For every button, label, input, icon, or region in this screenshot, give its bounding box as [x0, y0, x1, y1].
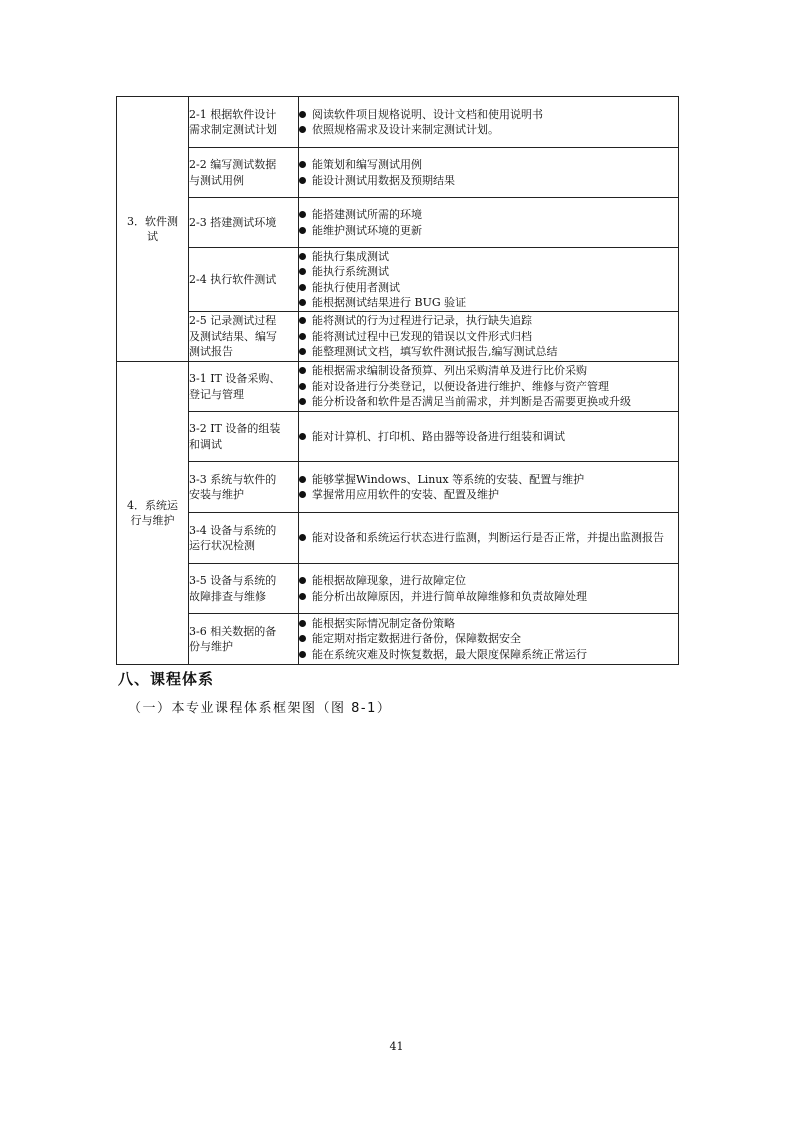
task-cell [189, 248, 299, 312]
requirement-text: 能根据实际情况制定备份策略 [312, 616, 455, 630]
requirement-text: 依照规格需求及设计来制定测试计划。 [312, 123, 499, 136]
requirement-item [299, 223, 678, 239]
bullet-icon [299, 211, 306, 218]
requirement-text: 能根据故障现象，进行故障定位 [312, 574, 466, 587]
table-row [117, 564, 679, 614]
task-label-line: 2-2 编写测试数据 [189, 158, 277, 171]
task-cell [189, 148, 299, 198]
requirement-text: 能将测试的行为过程进行记录，执行缺失追踪 [312, 314, 532, 328]
requirements-cell [299, 412, 679, 462]
requirement-item [299, 394, 678, 410]
requirements-cell [299, 198, 679, 248]
task-label-line: 故障排查与维修 [189, 589, 266, 603]
task-cell [189, 412, 299, 462]
requirement-item [299, 379, 678, 395]
task-cell [189, 564, 299, 614]
table-row [117, 248, 679, 312]
bullet-icon [299, 476, 306, 483]
task-cell [189, 513, 299, 564]
task-label-line: 登记与管理 [189, 387, 244, 401]
bullet-icon [299, 333, 306, 340]
bullet-icon [299, 383, 306, 390]
bullet-icon [299, 433, 306, 440]
area-label-line: 3．软件测 [127, 214, 178, 228]
task-label-line: 测试报告 [189, 345, 233, 359]
requirements-cell [299, 248, 679, 312]
requirement-item [299, 616, 678, 632]
task-label-line: 需求制定测试计划 [189, 123, 277, 136]
table-row [117, 513, 679, 564]
bullet-icon [299, 620, 306, 627]
requirement-item [299, 573, 678, 589]
table-row [117, 97, 679, 148]
requirement-item [299, 487, 678, 503]
table-row [117, 362, 679, 412]
task-label-line: 2-5 记录测试过程 [189, 314, 277, 328]
bullet-icon [299, 651, 306, 658]
bullet-icon [299, 126, 306, 133]
task-cell [189, 198, 299, 248]
task-label-line: 3-1 IT 设备采购、 [189, 372, 281, 385]
requirement-text: 能整理测试文档，填写软件测试报告,编写测试总结 [312, 345, 558, 359]
table-row [117, 148, 679, 198]
bullet-icon [299, 398, 306, 405]
requirement-text: 能够掌握Windows、Linux 等系统的安装、配置与维护 [312, 472, 585, 486]
section-heading: 八、课程体系 [118, 670, 215, 688]
requirement-text: 能根据测试结果进行 BUG 验证 [312, 296, 467, 309]
requirement-item [299, 249, 678, 265]
bullet-icon [299, 593, 306, 600]
requirements-cell [299, 564, 679, 614]
task-label-line: 运行状况检测 [189, 539, 255, 552]
requirement-item [299, 157, 678, 173]
requirement-text: 能策划和编写测试用例 [312, 158, 422, 171]
area-label-line: 4．系统运 [127, 498, 178, 512]
requirement-item [299, 122, 678, 138]
requirement-text: 能在系统灾难及时恢复数据，最大限度保障系统正常运行 [312, 647, 587, 661]
requirements-cell [299, 513, 679, 564]
area-cell [117, 362, 189, 665]
requirement-text: 能执行集成测试 [312, 249, 389, 263]
task-label-line: 3-4 设备与系统的 [189, 523, 277, 537]
requirement-item [299, 589, 678, 605]
bullet-icon [299, 299, 306, 306]
requirement-item [299, 631, 678, 647]
requirement-text: 掌握常用应用软件的安装、配置及维护 [312, 488, 499, 501]
page-number: 41 [389, 1040, 404, 1053]
requirement-text: 能对设备进行分类登记，以便设备进行维护、维修与资产管理 [312, 379, 609, 393]
requirements-cell [299, 148, 679, 198]
area-label-line: 行与维护 [130, 514, 175, 527]
table-row [117, 198, 679, 248]
bullet-icon [299, 367, 306, 374]
requirement-text: 能执行使用者测试 [312, 280, 400, 294]
bullet-icon [299, 348, 306, 355]
requirement-item [299, 107, 678, 123]
requirement-item [299, 207, 678, 223]
requirement-text: 能执行系统测试 [312, 265, 389, 278]
bullet-icon [299, 227, 306, 234]
requirement-item [299, 530, 678, 546]
section-subheading: （一）本专业课程体系框架图（图 8-1） [128, 701, 392, 716]
requirement-item [299, 280, 678, 296]
task-cell [189, 312, 299, 362]
bullet-icon [299, 268, 306, 275]
table-row [117, 614, 679, 665]
bullet-icon [299, 577, 306, 584]
table-row [117, 462, 679, 513]
requirement-item [299, 329, 678, 345]
bullet-icon [299, 635, 306, 642]
requirement-item [299, 344, 678, 360]
task-label-line: 3-3 系统与软件的 [189, 472, 277, 486]
bullet-icon [299, 253, 306, 260]
requirement-text: 能设计测试用数据及预期结果 [312, 173, 455, 187]
bullet-icon [299, 111, 306, 118]
requirement-item [299, 647, 678, 663]
requirements-cell [299, 312, 679, 362]
requirement-text: 能对计算机、打印机、路由器等设备进行组装和调试 [312, 429, 565, 443]
requirement-item [299, 313, 678, 329]
task-label-line: 3-5 设备与系统的 [189, 574, 277, 587]
bullet-icon [299, 161, 306, 168]
requirement-text: 能对设备和系统运行状态进行监测，判断运行是否正常，并提出监测报告 [312, 531, 664, 545]
bullet-icon [299, 491, 306, 498]
task-label-line: 份与维护 [189, 640, 233, 653]
task-label-line: 及测试结果、编写 [189, 329, 277, 343]
task-label-line: 2-4 执行软件测试 [189, 272, 277, 286]
task-label-line: 2-1 根据软件设计 [189, 107, 277, 121]
requirement-item [299, 173, 678, 189]
task-cell [189, 362, 299, 412]
requirement-text: 能维护测试环境的更新 [312, 223, 422, 237]
requirement-item [299, 472, 678, 488]
bullet-icon [299, 177, 306, 184]
requirement-item [299, 295, 678, 311]
requirement-item [299, 264, 678, 280]
task-label-line: 安装与维护 [189, 488, 244, 501]
requirement-text: 阅读软件项目规格说明、设计文档和使用说明书 [312, 107, 543, 121]
task-cell [189, 614, 299, 665]
requirement-text: 能根据需求编制设备预算、列出采购清单及进行比价采购 [312, 364, 587, 378]
task-label-line: 和调试 [189, 437, 222, 451]
task-label-line: 3-2 IT 设备的组装 [189, 422, 281, 435]
requirement-item [299, 363, 678, 379]
requirement-text: 能定期对指定数据进行备份，保障数据安全 [312, 632, 521, 646]
task-label-line: 3-6 相关数据的备 [189, 624, 277, 638]
requirement-text: 能分析设备和软件是否满足当前需求，并判断是否需要更换或升级 [312, 395, 631, 409]
requirements-cell [299, 614, 679, 665]
area-label-line: 试 [147, 230, 158, 243]
task-label-line: 2-3 搭建测试环境 [189, 215, 277, 229]
task-cell [189, 462, 299, 513]
requirement-text: 能将测试过程中已发现的错误以文件形式归档 [312, 329, 532, 343]
table-row [117, 312, 679, 362]
requirements-cell [299, 462, 679, 513]
requirement-text: 能分析出故障原因，并进行简单故障维修和负责故障处理 [312, 589, 587, 603]
requirements-cell [299, 362, 679, 412]
skills-table [116, 96, 679, 665]
area-cell [117, 97, 189, 362]
requirement-text: 能搭建测试所需的环境 [312, 208, 422, 221]
task-cell [189, 97, 299, 148]
task-label-line: 与测试用例 [189, 173, 244, 187]
requirement-item [299, 429, 678, 445]
bullet-icon [299, 284, 306, 291]
bullet-icon [299, 534, 306, 541]
table-row [117, 412, 679, 462]
requirements-cell [299, 97, 679, 148]
bullet-icon [299, 317, 306, 324]
